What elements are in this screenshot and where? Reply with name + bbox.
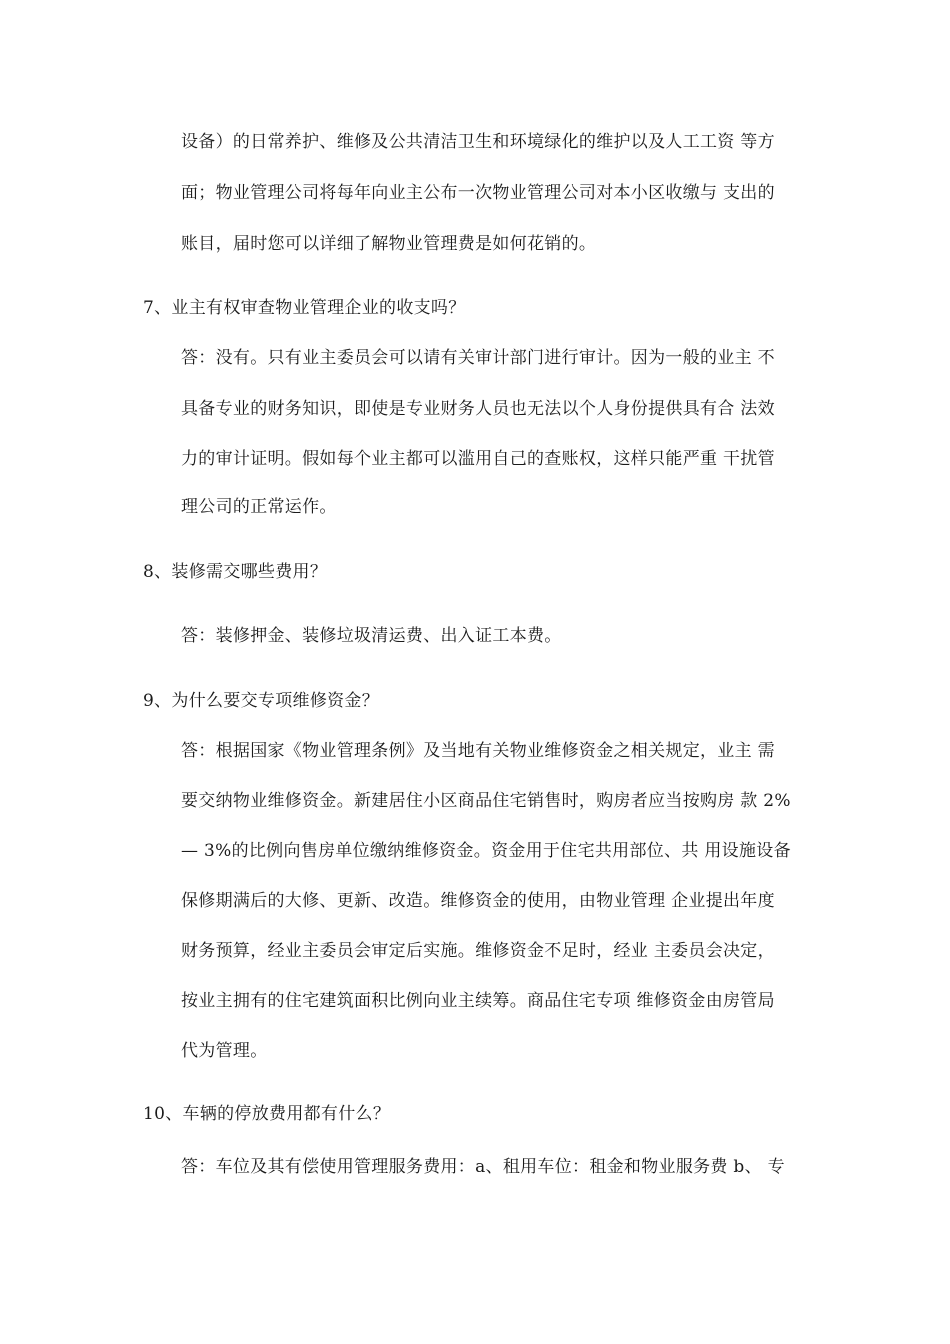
question-9: 9、为什么要交专项维修资金？ [143, 691, 380, 711]
answer-6-line-2: 面；物业管理公司将每年向业主公布一次物业管理公司对本小区收缴与 支出的 [181, 183, 775, 203]
answer-9-line-4: 保修期满后的大修、更新、改造。维修资金的使用，由物业管理 企业提出年度 [181, 891, 775, 911]
answer-9-line-2: 要交纳物业维修资金。新建居住小区商品住宅销售时，购房者应当按购房 款 2% [181, 791, 791, 811]
answer-10-line-1: 答：车位及其有偿使用管理服务费用：a、租用车位：租金和物业服务费 b、 专 [181, 1157, 785, 1177]
answer-9-line-1: 答：根据国家《物业管理条例》及当地有关物业维修资金之相关规定，业主 需 [181, 741, 775, 761]
question-8: 8、装修需交哪些费用？ [143, 562, 328, 582]
answer-9-line-3: — 3%的比例向售房单位缴纳维修资金。资金用于住宅共用部位、共 用设施设备 [181, 841, 791, 861]
answer-7-line-2: 具备专业的财务知识，即使是专业财务人员也无法以个人身份提供具有合 法效 [181, 399, 775, 419]
answer-7-line-3: 力的审计证明。假如每个业主都可以滥用自己的查账权，这样只能严重 干扰管 [181, 449, 775, 469]
question-10: 10、车辆的停放费用都有什么？ [143, 1104, 391, 1124]
answer-9-line-5: 财务预算，经业主委员会审定后实施。维修资金不足时，经业 主委员会决定， [181, 941, 775, 961]
answer-7-line-1: 答：没有。只有业主委员会可以请有关审计部门进行审计。因为一般的业主 不 [181, 348, 775, 368]
question-7: 7、业主有权审查物业管理企业的收支吗？ [143, 298, 466, 318]
answer-9-line-7: 代为管理。 [181, 1041, 268, 1061]
answer-6-line-1: 设备）的日常养护、维修及公共清洁卫生和环境绿化的维护以及人工工资 等方 [181, 132, 775, 152]
answer-7-line-4: 理公司的正常运作。 [181, 497, 337, 517]
answer-6-line-3: 账目，届时您可以详细了解物业管理费是如何花销的。 [181, 234, 597, 254]
answer-8-line-1: 答：装修押金、装修垃圾清运费、出入证工本费。 [181, 626, 562, 646]
answer-9-line-6: 按业主拥有的住宅建筑面积比例向业主续筹。商品住宅专项 维修资金由房管局 [181, 991, 775, 1011]
